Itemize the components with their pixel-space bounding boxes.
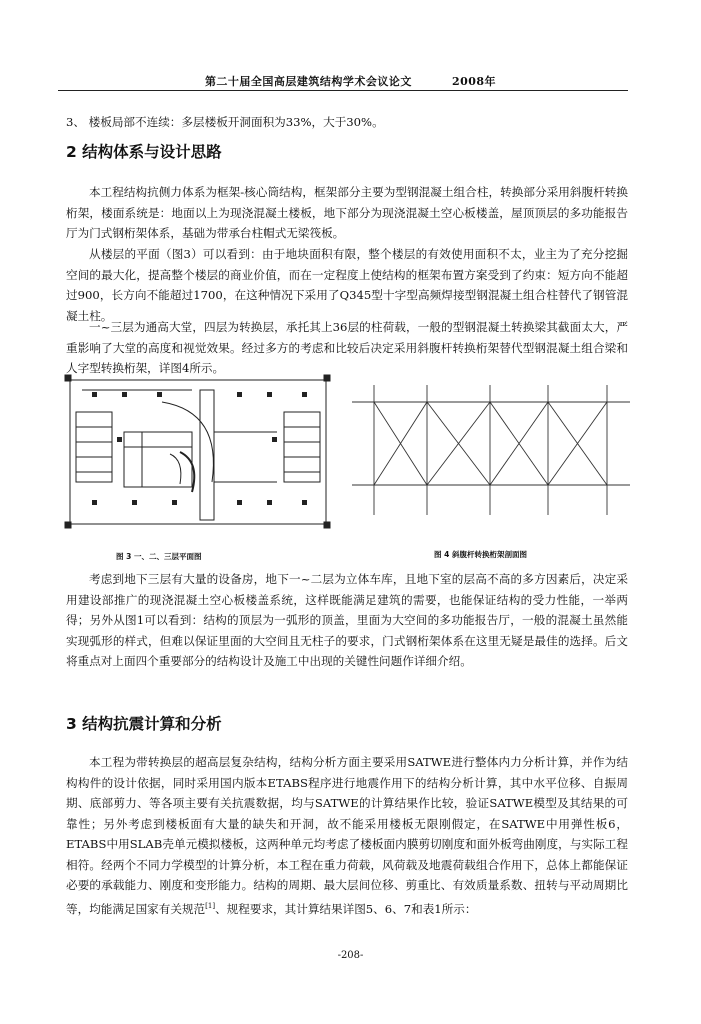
list-item-3: 3、 楼板局部不连续：多层楼板开洞面积为33%，大于30%。: [66, 115, 384, 129]
section-2-paragraph-3: 一~三层为通高大堂，四层为转换层，承托其上36层的柱荷载，一般的型钢混凝土转换梁其截面太大，严重影响了大堂的高度和视觉效果。经过多方的考虑和比较后决定采用斜腹杆转换桁架替代型钢混凝土组合梁和人字型转换桁架，详图4所示。: [66, 320, 628, 375]
figure-3-caption: 图 3 一、二、三层平面图: [116, 552, 202, 561]
header-title: 第二十届全国高层建筑结构学术会议论文: [204, 75, 412, 88]
header-year: 2008年: [451, 75, 497, 88]
section-3-paragraph-1: 本工程为带转换层的超高层复杂结构，结构分析方面主要采用SATWE进行整体内力分析计算，并作为结构构件的设计依据，同时采用国内版本ETABS程序进行地震作用下的结构分析计算，其中水平位移、自振周期、底部剪力、等各项主要有关抗震数据，均与SATWE的计算结果作比较，验证SATWE模型及其结果的可靠性；另外考虑到楼板面有大量的缺失和开洞，故不能采用楼板无限刚假定，在SATWE中用弹性板6，ETABS中用SLAB壳单元模拟楼板，这两种单元均考虑了楼板面内膜剪切刚度和面外板弯曲刚度，与实际工程相符。经两个不同力学模型的计算分析，本工程在重力荷载，风荷载及地震荷载组合作用下，总体上都能保证必要的承载能力、刚度和变形能力。结构的周期、最大层间位移、剪重比、有效质量系数、扭转与平动周期比等，均能满足国家有关规范[1]、规程要求，其计算结果详图5、6、7和表1所示：: [66, 755, 628, 916]
section-2-paragraph-4: 考虑到地下三层有大量的设备房，地下一~二层为立体车库，且地下室的层高不高的多方因素后，决定采用建设部推广的现浇混凝土空心板楼盖系统，这样既能满足建筑的需要，也能保证结构的受力性能，一举两得；另外从图1可以看到：结构的顶层为一弧形的顶盖，里面为大空间的多功能报告厅，一般的混凝土虽然能实现弧形的样式，但难以保证里面的大空间且无柱子的要求，门式钢桁架体系在这里无疑是最佳的选择。后文将重点对上面四个重要部分的结构设计及施工中出现的关键性问题作详细介绍。: [66, 572, 628, 668]
page-number: -208-: [337, 950, 364, 961]
section-2-paragraph-2: 从楼层的平面（图3）可以看到：由于地块面积有限，整个楼层的有效使用面积不太，业主为了充分挖掘空间的最大化，提高整个楼层的商业价值，而在一定程度上使结构的框架布置方案受到了约束：短方向不能超过900，长方向不能超过1700，在这种情况下采用了Q345型十字型高频焊接型钢混凝土组合柱替代了钢管混凝土柱。: [66, 247, 628, 323]
figure-4-caption: 图 4 斜腹杆转换桁架剖面图: [434, 550, 527, 559]
header-rule: [58, 90, 628, 91]
figure-4-truss-elevation: [352, 380, 630, 520]
running-header: [0, 73, 701, 89]
section-2-heading: 2 结构体系与设计思路: [66, 143, 222, 161]
reference-marker: [1]: [205, 901, 216, 910]
section-2-paragraph-1: 本工程结构抗侧力体系为框架-核心筒结构，框架部分主要为型钢混凝土组合柱，转换部分采用斜腹杆转换桁架，楼面系统是：地面以上为现浇混凝土楼板，地下部分为现浇混凝土空心板楼盖，屋顶顶层的多功能报告厅为门式钢桁架体系，基础为带承台柱帽式无梁筏板。: [66, 185, 628, 240]
figure-3-floor-plan: [62, 372, 334, 537]
section-3-heading: 3 结构抗震计算和分析: [66, 715, 222, 733]
